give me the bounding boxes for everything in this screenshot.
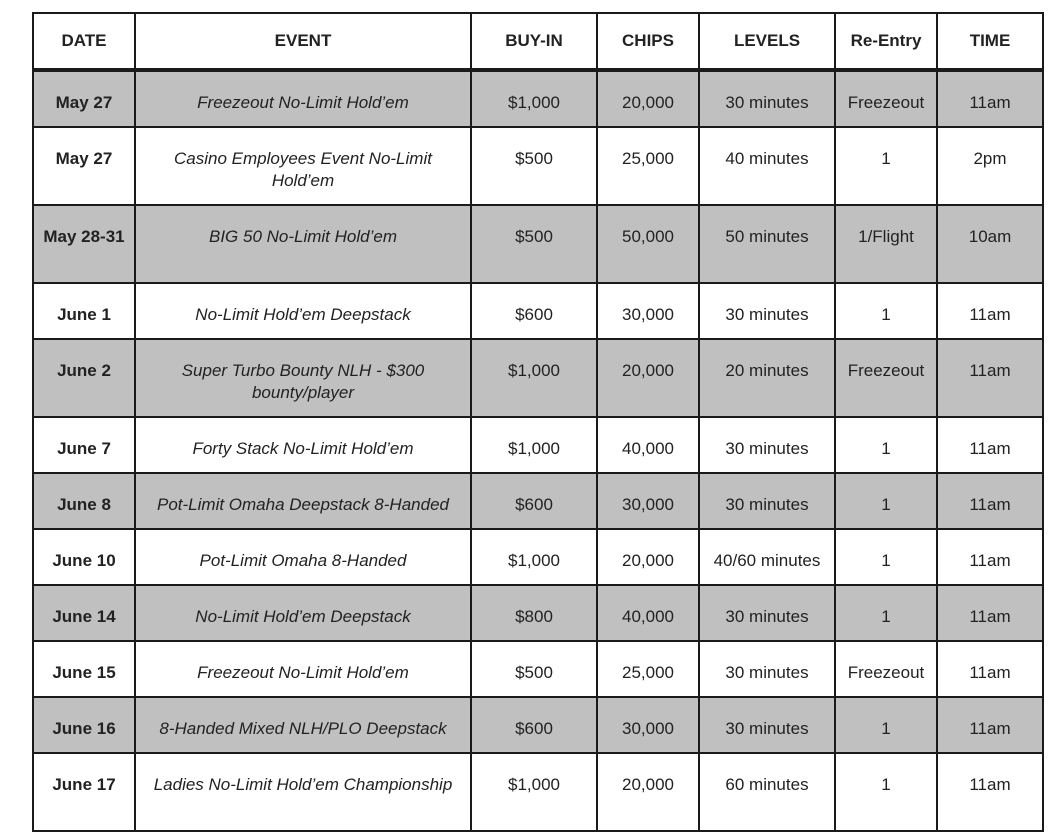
header-chips: CHIPS [597, 13, 699, 70]
schedule-table [32, 12, 1044, 832]
buyin-cell: $600 [471, 473, 597, 529]
levels-cell: 50 minutes [699, 205, 835, 283]
event-cell: BIG 50 No-Limit Hold’em [135, 205, 471, 283]
chips-cell: 20,000 [597, 529, 699, 585]
reentry-cell: 1 [835, 585, 937, 641]
date-cell: June 17 [33, 753, 135, 831]
levels-cell: 30 minutes [699, 473, 835, 529]
buyin-cell: $500 [471, 641, 597, 697]
buyin-cell: $500 [471, 205, 597, 283]
chips-cell: 25,000 [597, 641, 699, 697]
levels-cell: 30 minutes [699, 697, 835, 753]
date-cell: June 2 [33, 339, 135, 417]
levels-cell: 40 minutes [699, 127, 835, 205]
levels-cell: 30 minutes [699, 641, 835, 697]
buyin-cell: $600 [471, 697, 597, 753]
event-cell: Casino Employees Event No-Limit Hold’em [135, 127, 471, 205]
header-levels: LEVELS [699, 13, 835, 70]
table-row [33, 529, 1043, 585]
table-row [33, 697, 1043, 753]
table-row [33, 283, 1043, 339]
date-cell: May 27 [33, 127, 135, 205]
table-row [33, 473, 1043, 529]
event-cell: Super Turbo Bounty NLH - $300 bounty/player [135, 339, 471, 417]
time-cell: 11am [937, 70, 1043, 127]
date-cell: June 8 [33, 473, 135, 529]
header-reentry: Re-Entry [835, 13, 937, 70]
event-cell: No-Limit Hold’em Deepstack [135, 585, 471, 641]
header-date: DATE [33, 13, 135, 70]
reentry-cell: Freezeout [835, 339, 937, 417]
event-cell: 8-Handed Mixed NLH/PLO Deepstack [135, 697, 471, 753]
reentry-cell: 1 [835, 283, 937, 339]
date-cell: June 16 [33, 697, 135, 753]
chips-cell: 40,000 [597, 585, 699, 641]
time-cell: 11am [937, 283, 1043, 339]
header-row [33, 13, 1043, 70]
date-cell: May 28-31 [33, 205, 135, 283]
levels-cell: 30 minutes [699, 417, 835, 473]
reentry-cell: 1/Flight [835, 205, 937, 283]
table-row [33, 127, 1043, 205]
reentry-cell: 1 [835, 697, 937, 753]
time-cell: 11am [937, 417, 1043, 473]
header-time: TIME [937, 13, 1043, 70]
chips-cell: 40,000 [597, 417, 699, 473]
buyin-cell: $1,000 [471, 70, 597, 127]
buyin-cell: $1,000 [471, 339, 597, 417]
buyin-cell: $800 [471, 585, 597, 641]
chips-cell: 20,000 [597, 70, 699, 127]
reentry-cell: 1 [835, 417, 937, 473]
table-row [33, 585, 1043, 641]
event-cell: Pot-Limit Omaha 8-Handed [135, 529, 471, 585]
chips-cell: 20,000 [597, 339, 699, 417]
reentry-cell: 1 [835, 753, 937, 831]
header-event: EVENT [135, 13, 471, 70]
reentry-cell: 1 [835, 127, 937, 205]
buyin-cell: $1,000 [471, 753, 597, 831]
levels-cell: 60 minutes [699, 753, 835, 831]
chips-cell: 50,000 [597, 205, 699, 283]
event-cell: Pot-Limit Omaha Deepstack 8-Handed [135, 473, 471, 529]
buyin-cell: $1,000 [471, 529, 597, 585]
table-row [33, 641, 1043, 697]
time-cell: 11am [937, 641, 1043, 697]
levels-cell: 30 minutes [699, 70, 835, 127]
time-cell: 10am [937, 205, 1043, 283]
event-cell: Ladies No-Limit Hold’em Championship [135, 753, 471, 831]
date-cell: June 7 [33, 417, 135, 473]
buyin-cell: $500 [471, 127, 597, 205]
time-cell: 11am [937, 473, 1043, 529]
table-row [33, 205, 1043, 283]
event-cell: Freezeout No-Limit Hold’em [135, 641, 471, 697]
buyin-cell: $600 [471, 283, 597, 339]
event-cell: No-Limit Hold’em Deepstack [135, 283, 471, 339]
event-cell: Freezeout No-Limit Hold’em [135, 70, 471, 127]
levels-cell: 30 minutes [699, 283, 835, 339]
chips-cell: 30,000 [597, 473, 699, 529]
date-cell: June 10 [33, 529, 135, 585]
header-buyin: BUY-IN [471, 13, 597, 70]
chips-cell: 20,000 [597, 753, 699, 831]
time-cell: 11am [937, 339, 1043, 417]
date-cell: June 1 [33, 283, 135, 339]
date-cell: June 15 [33, 641, 135, 697]
table-row [33, 417, 1043, 473]
table-row [33, 753, 1043, 831]
buyin-cell: $1,000 [471, 417, 597, 473]
chips-cell: 30,000 [597, 697, 699, 753]
reentry-cell: 1 [835, 473, 937, 529]
table-row [33, 339, 1043, 417]
chips-cell: 30,000 [597, 283, 699, 339]
event-cell: Forty Stack No-Limit Hold’em [135, 417, 471, 473]
chips-cell: 25,000 [597, 127, 699, 205]
reentry-cell: 1 [835, 529, 937, 585]
time-cell: 11am [937, 697, 1043, 753]
date-cell: June 14 [33, 585, 135, 641]
time-cell: 11am [937, 529, 1043, 585]
date-cell: May 27 [33, 70, 135, 127]
time-cell: 11am [937, 753, 1043, 831]
reentry-cell: Freezeout [835, 641, 937, 697]
levels-cell: 20 minutes [699, 339, 835, 417]
table-row [33, 70, 1043, 127]
time-cell: 2pm [937, 127, 1043, 205]
time-cell: 11am [937, 585, 1043, 641]
levels-cell: 30 minutes [699, 585, 835, 641]
levels-cell: 40/60 minutes [699, 529, 835, 585]
reentry-cell: Freezeout [835, 70, 937, 127]
